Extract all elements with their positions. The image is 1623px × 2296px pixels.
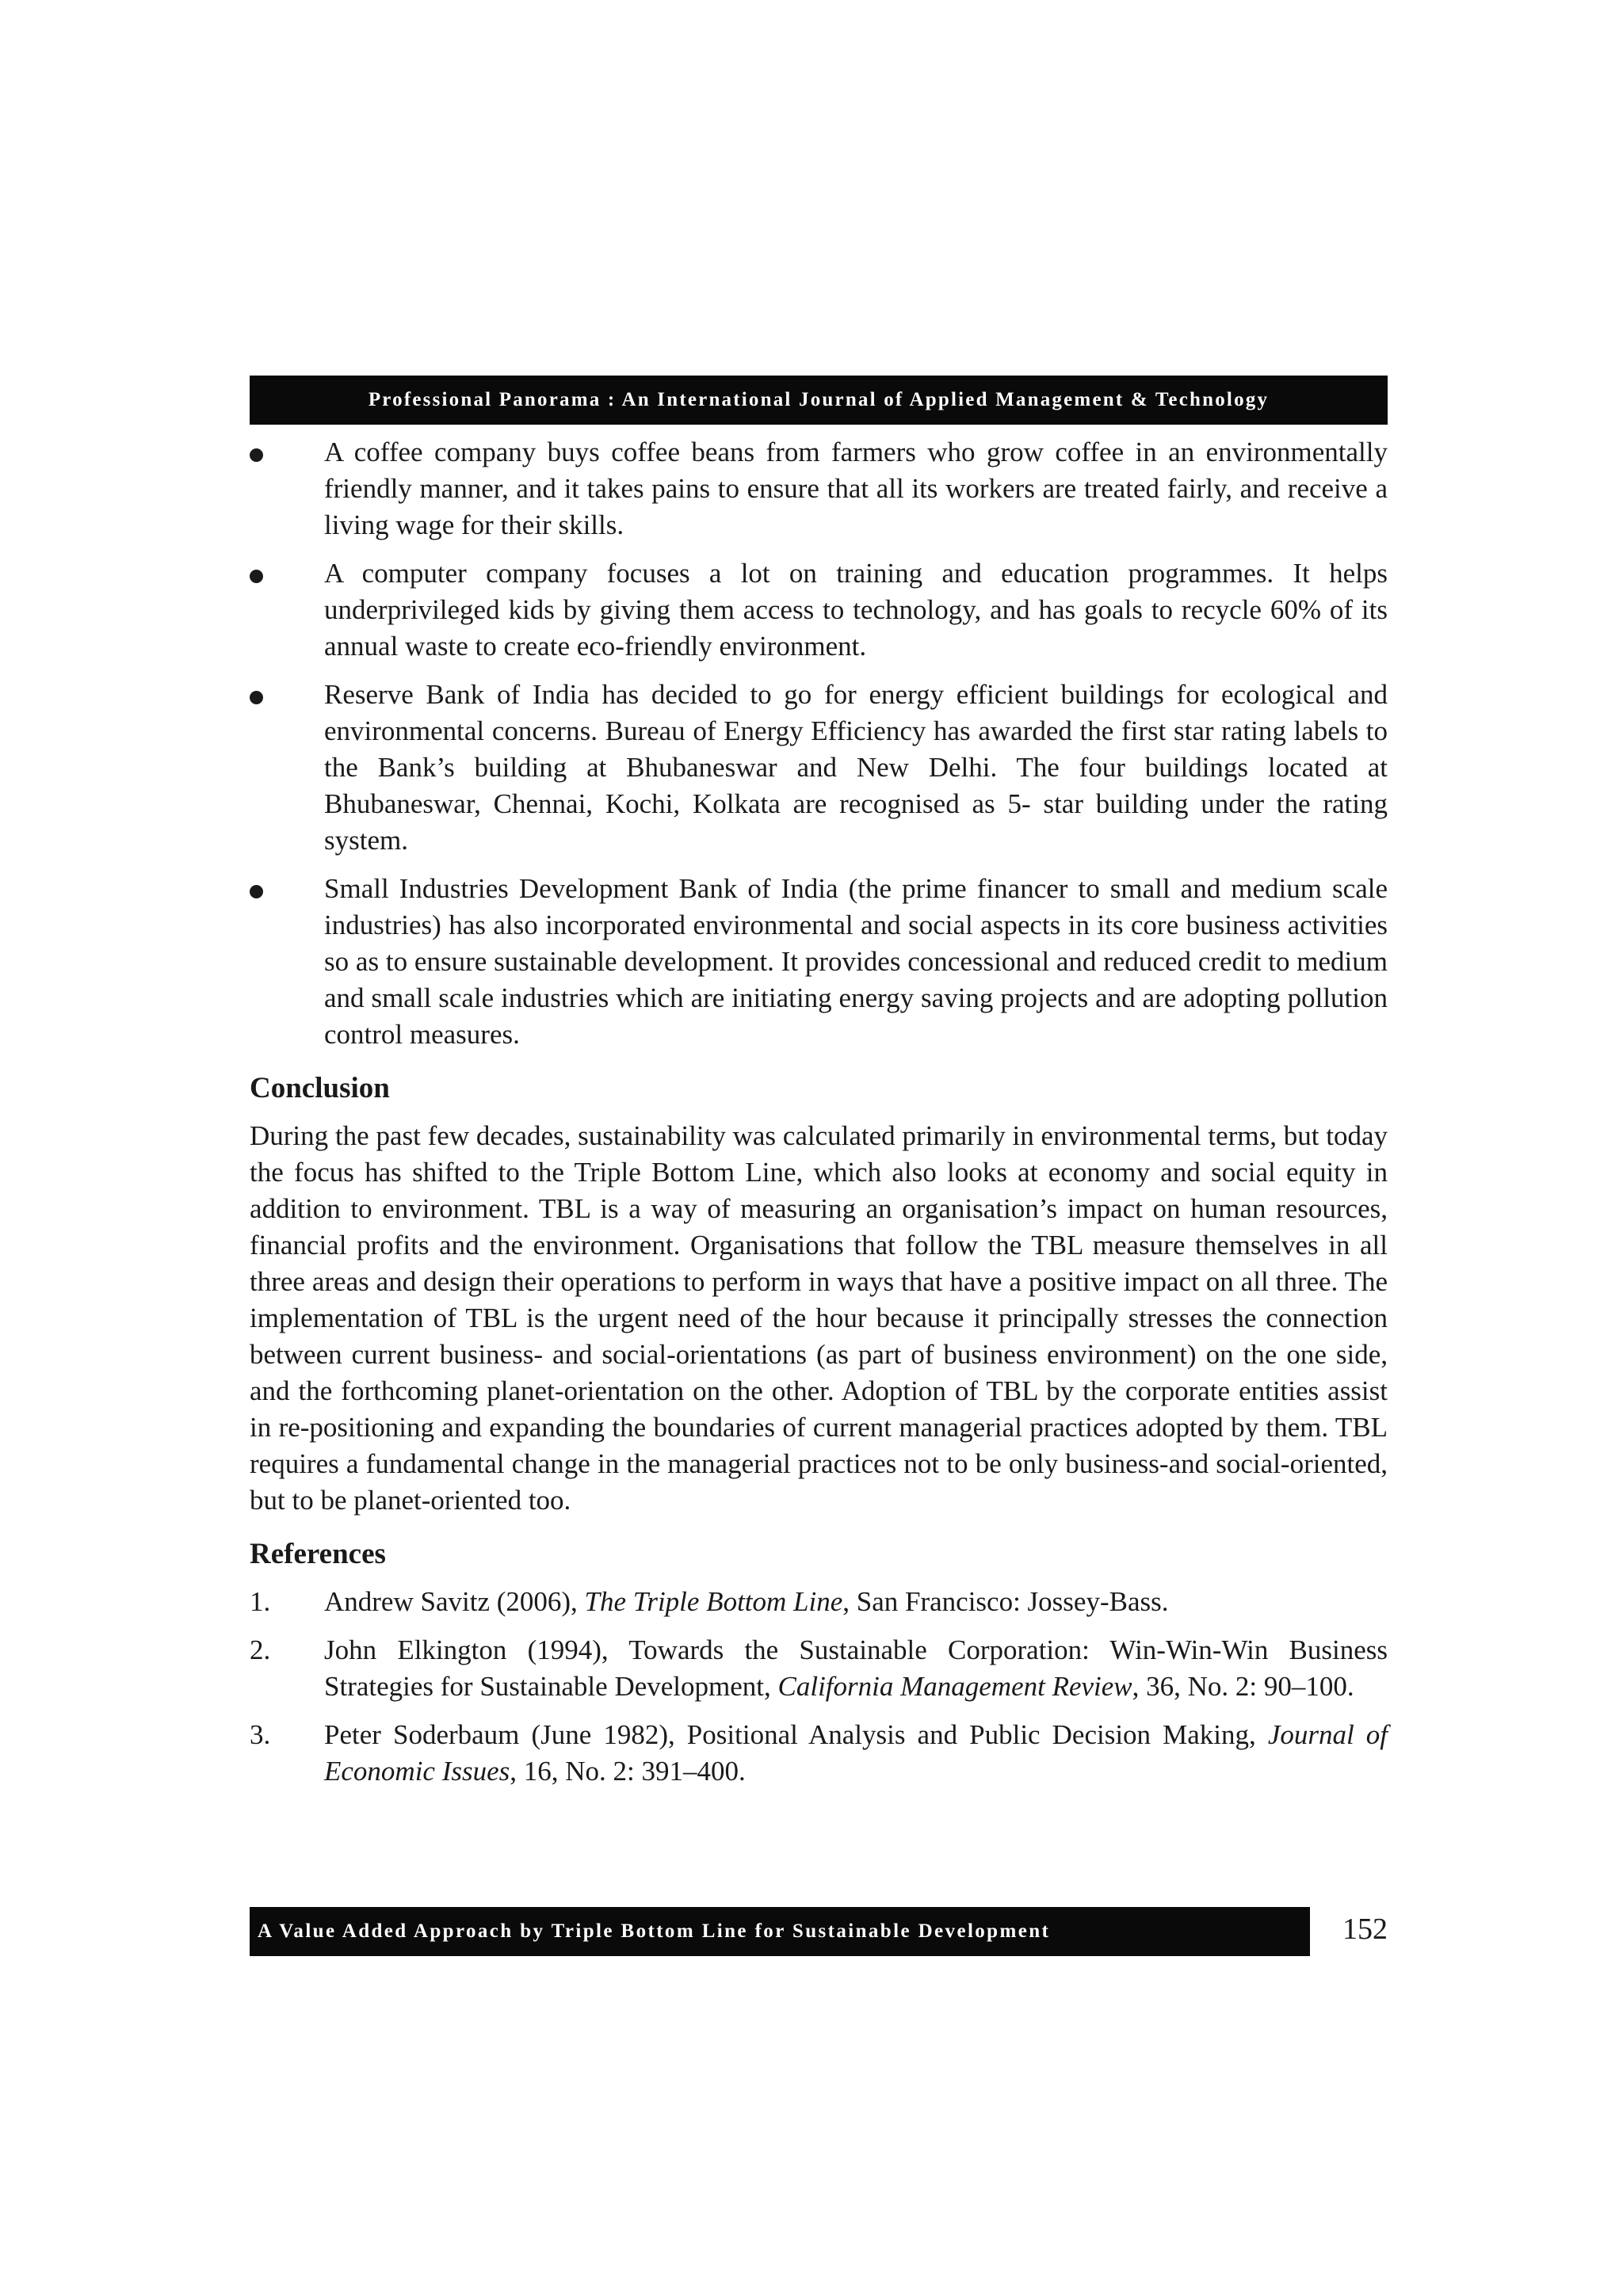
reference-title-italic: The Triple Bottom Line	[584, 1586, 843, 1617]
bullet-icon	[250, 691, 263, 704]
reference-item	[250, 1632, 1388, 1705]
example-bullet-list	[250, 434, 1388, 1053]
reference-text-tail: , 36, No. 2: 90–100.	[1132, 1671, 1354, 1702]
bullet-item	[250, 555, 1388, 665]
bullet-icon	[250, 448, 263, 462]
conclusion-heading: Conclusion	[250, 1072, 390, 1104]
reference-item	[250, 1584, 1388, 1620]
bullet-icon	[250, 570, 263, 583]
reference-title-italic: California Management Review	[777, 1671, 1132, 1702]
reference-number: 3.	[250, 1719, 271, 1750]
reference-text-tail: , 16, No. 2: 391–400.	[510, 1756, 746, 1787]
bullet-text: A coffee company buys coffee beans from farmers who grow coffee in an environmentally friendly manner, and it takes pains to ensure that all its workers are treated fairly, and receive a living wage for their skills.	[324, 437, 1388, 540]
reference-text-tail: , San Francisco: Jossey-Bass.	[842, 1586, 1169, 1617]
bullet-item	[250, 677, 1388, 859]
reference-number: 1.	[250, 1586, 271, 1617]
references-heading: References	[250, 1538, 386, 1570]
page-number: 152	[1342, 1913, 1388, 1946]
bullet-text: Reserve Bank of India has decided to go for energy efficient buildings for ecological and environmental concerns. Bureau of Energy Efficiency has awarded the first star rating labels to the Bank’s building at Bhubaneswar and New Delhi. The four buildings located at Bhubaneswar, Chennai, Kochi, Kolkata are recognised as 5- star building under the rating system.	[324, 679, 1388, 856]
reference-title-italic: Journal of Economic Issues	[324, 1719, 1388, 1787]
journal-title: Professional Panorama : An International Journal of Applied Management & Technology	[368, 389, 1270, 410]
journal-header-bar	[250, 376, 1388, 425]
reference-list	[250, 1584, 1388, 1790]
bullet-text: Small Industries Development Bank of India (the prime financer to small and medium scale industries) has also incorporated environmental and social aspects in its core business activities so as to ensure sustainable development. It provides concessional and reduced credit to medium and small scale industries which are initiating energy saving projects and are adopting pollution control measures.	[324, 873, 1388, 1050]
page-content	[250, 434, 1388, 1802]
bullet-item	[250, 871, 1388, 1053]
reference-text: John Elkington (1994), Towards the Sustainable Corporation: Win-Win-Win Business Strategies for Sustainable Development,	[324, 1634, 1388, 1702]
article-title: A Value Added Approach by Triple Bottom Line for Sustainable Development	[258, 1920, 1051, 1942]
reference-text: Peter Soderbaum (June 1982), Positional Analysis and Public Decision Making,	[324, 1719, 1268, 1750]
bullet-icon	[250, 885, 263, 898]
bullet-item	[250, 434, 1388, 543]
article-footer-bar	[250, 1907, 1310, 1956]
reference-item	[250, 1717, 1388, 1790]
reference-number: 2.	[250, 1634, 271, 1665]
bullet-text: A computer company focuses a lot on training and education programmes. It helps underprivileged kids by giving them access to technology, and has goals to recycle 60% of its annual waste to create eco-friendly environment.	[324, 558, 1388, 662]
reference-text: Andrew Savitz (2006),	[324, 1586, 585, 1617]
conclusion-paragraph: During the past few decades, sustainability was calculated primarily in environmental terms, but today the focus has shifted to the Triple Bottom Line, which also looks at economy and social equity in addition to environment. TBL is a way of measuring an organisation’s impact on human resources, financial profits and the environment. Organisations that follow the TBL measure themselves in all three areas and design their operations to perform in ways that have a positive impact on all three. The implementation of TBL is the urgent need of the hour because it principally stresses the connection between current business- and social-orientations (as part of business environment) on the one side, and the forthcoming planet-orientation on the other. Adoption of TBL by the corporate entities assist in re-positioning and expanding the boundaries of current managerial practices adopted by them. TBL requires a fundamental change in the managerial practices not to be only business-and social-oriented, but to be planet-oriented too.	[250, 1120, 1388, 1516]
